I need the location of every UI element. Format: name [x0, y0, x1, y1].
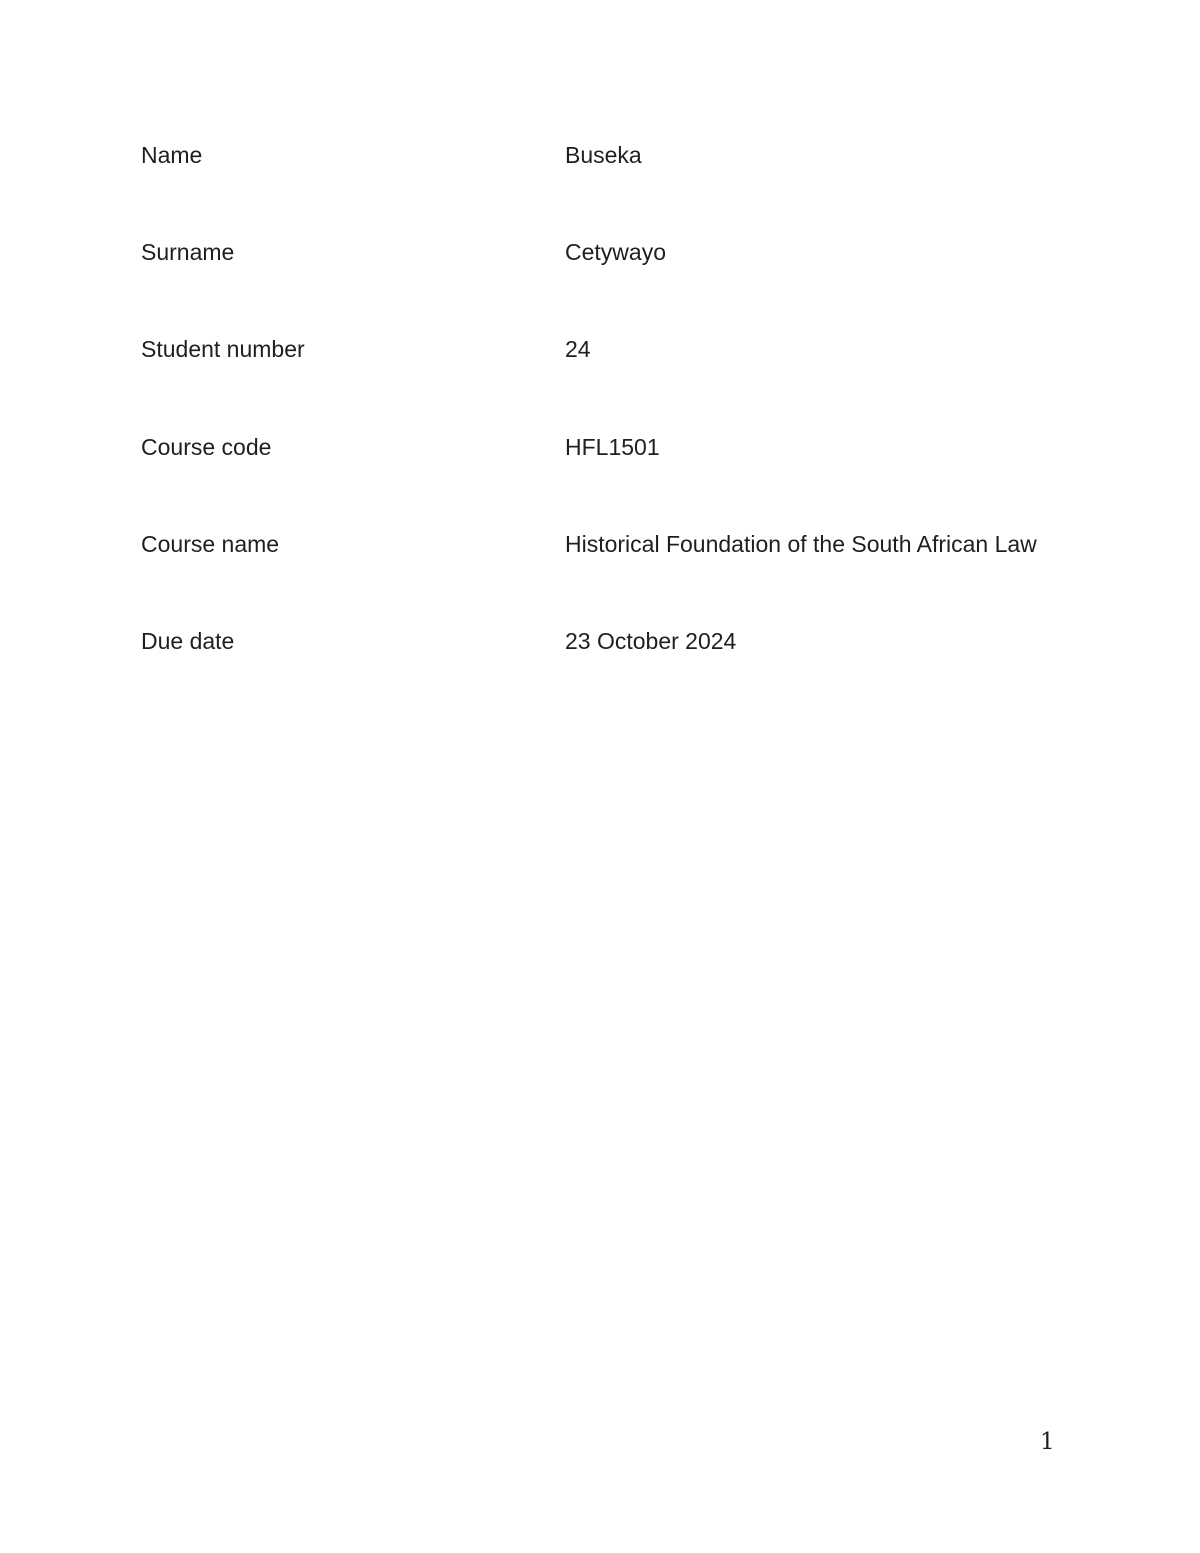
info-label: Name	[141, 142, 203, 168]
page-number: 1	[1040, 1429, 1055, 1455]
info-row-course-code	[141, 432, 1101, 529]
info-row-course-name	[141, 529, 1101, 626]
info-label: Student number	[141, 336, 305, 363]
info-row-name	[141, 140, 1101, 237]
info-value: 23 October 2024	[565, 627, 737, 654]
info-label: Course name	[141, 530, 280, 557]
info-value: HFL1501	[565, 433, 660, 460]
info-value: Historical Foundation of the South African Law	[565, 530, 1037, 557]
info-label: Surname	[141, 239, 235, 266]
info-label: Due date	[141, 627, 235, 654]
info-value: Cetywayo	[565, 239, 666, 266]
info-label: Course code	[141, 433, 272, 460]
info-value: Buseka	[565, 142, 642, 168]
info-row-due-date	[141, 626, 1101, 723]
info-row-student-number	[141, 334, 1101, 431]
info-row-surname	[141, 237, 1101, 334]
info-value: 24	[565, 336, 591, 363]
cover-info-table	[141, 140, 1101, 723]
